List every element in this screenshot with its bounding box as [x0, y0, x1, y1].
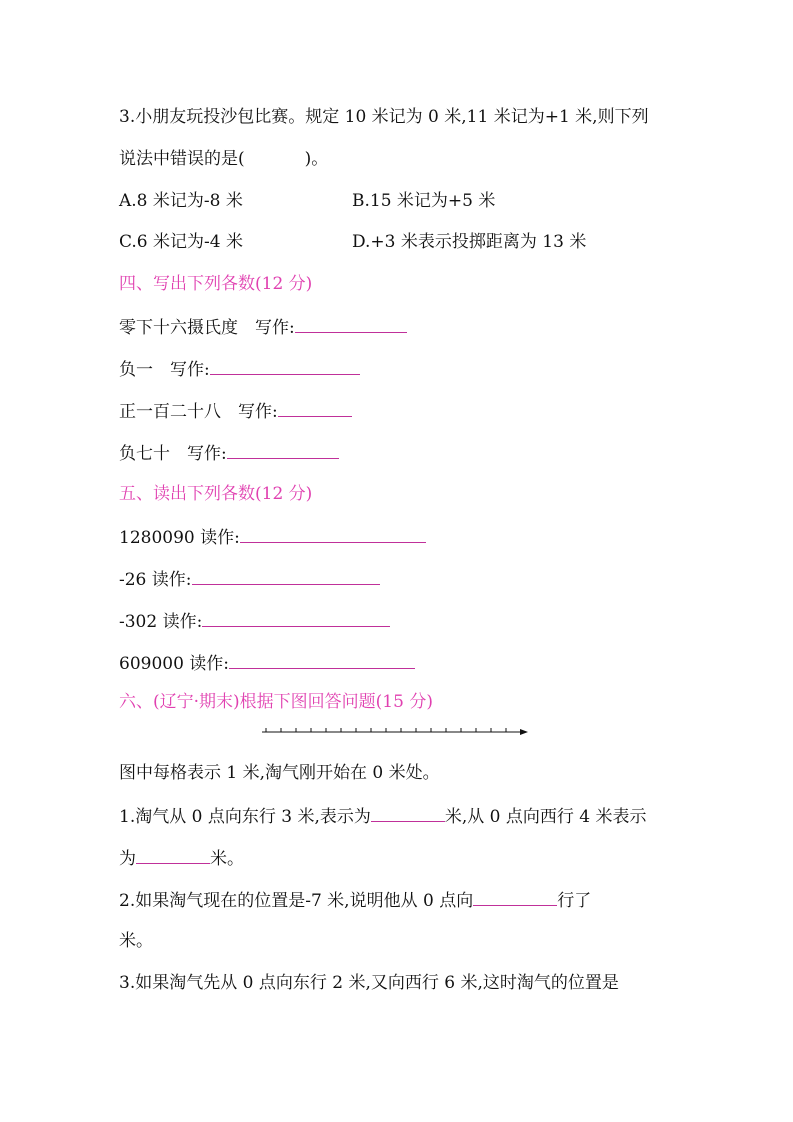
option-a: A.8 米记为-8 米 [119, 191, 243, 211]
section6-q2 [119, 889, 591, 911]
section5-title: 五、读出下列各数(12 分) [119, 484, 313, 504]
option-b: B.15 米记为+5 米 [352, 191, 496, 211]
item-label: 609000 读作: [119, 654, 230, 674]
answer-blank[interactable] [473, 889, 557, 906]
answer-blank[interactable] [210, 358, 360, 375]
q1-text-c: 为 [119, 849, 136, 869]
section6-q3: 3.如果淘气先从 0 点向东行 2 米,又向西行 6 米,这时淘气的位置是 [119, 973, 619, 993]
number-line-arrow [520, 729, 528, 735]
answer-blank[interactable] [192, 568, 380, 585]
section4-title: 四、写出下列各数(12 分) [119, 274, 313, 294]
section6-q2-cont: 米。 [119, 931, 153, 951]
section4-item [119, 400, 352, 422]
q3-prompt-end: )。 [304, 149, 329, 169]
item-label: 零下十六摄氏度 写作: [119, 318, 295, 338]
answer-blank[interactable] [371, 805, 445, 822]
option-c: C.6 米记为-4 米 [119, 232, 243, 252]
answer-blank[interactable] [202, 610, 390, 627]
section4-item [119, 358, 360, 380]
section5-item [119, 652, 415, 674]
answer-blank[interactable] [295, 316, 407, 333]
q2-text-a: 2.如果淘气现在的位置是-7 米,说明他从 0 点向 [119, 891, 474, 911]
answer-blank[interactable] [136, 847, 210, 864]
item-label: -302 读作: [119, 612, 203, 632]
section5-item [119, 610, 390, 632]
answer-blank[interactable] [240, 526, 426, 543]
item-label: -26 读作: [119, 570, 192, 590]
q3-line1: 3.小朋友玩投沙包比赛。规定 10 米记为 0 米,11 米记为+1 米,则下列 [119, 107, 649, 127]
answer-blank[interactable] [278, 400, 352, 417]
answer-blank[interactable] [227, 442, 339, 459]
q3-prompt: 说法中错误的是( [119, 149, 245, 169]
item-label: 负七十 写作: [119, 444, 227, 464]
q1-text-a: 1.淘气从 0 点向东行 3 米,表示为 [119, 807, 371, 827]
number-line [262, 720, 528, 740]
section6-q1-cont [119, 847, 244, 869]
section4-item [119, 442, 339, 464]
item-label: 负一 写作: [119, 360, 210, 380]
q3-line2 [119, 149, 328, 169]
item-label: 1280090 读作: [119, 528, 240, 548]
section6-title: 六、(辽宁·期末)根据下图回答问题(15 分) [119, 692, 433, 712]
q1-text-b: 米,从 0 点向西行 4 米表示 [444, 807, 647, 827]
number-line-ticks [266, 728, 506, 732]
section5-item [119, 568, 380, 590]
q2-text-b: 行了 [557, 891, 592, 911]
section6-intro: 图中每格表示 1 米,淘气刚开始在 0 米处。 [119, 763, 440, 783]
section6-q1 [119, 805, 647, 827]
section4-item [119, 316, 407, 338]
section5-item [119, 526, 426, 548]
option-d: D.+3 米表示投掷距离为 13 米 [352, 232, 587, 252]
answer-blank[interactable] [229, 652, 415, 669]
item-label: 正一百二十八 写作: [119, 402, 278, 422]
q1-text-d: 米。 [210, 849, 244, 869]
